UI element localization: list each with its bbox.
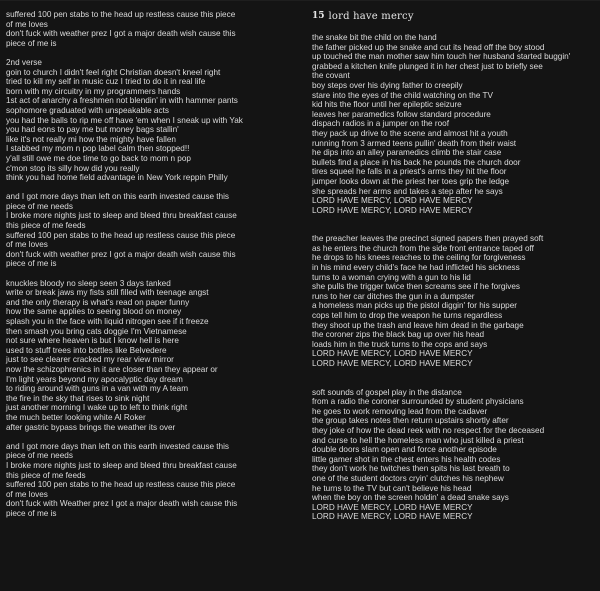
lyric-line: now the schizophrenics in it are closer than they appear or	[6, 364, 218, 374]
lyric-line: 2nd verse	[6, 57, 42, 67]
lyric-line: LORD HAVE MERCY, LORD HAVE MERCY	[312, 502, 473, 512]
track-title: lord have mercy	[328, 10, 414, 22]
lyric-line: 1st act of anarchy a freshmen not blendin' in with hammer pants	[6, 96, 238, 106]
lyric-line: don't fuck with weather prez I got a major death wish cause this	[6, 29, 236, 39]
stanza-gap	[6, 432, 296, 442]
lyric-line: one of the student doctors cryin' clutches his nephew	[312, 473, 504, 483]
right-lyrics-column	[312, 10, 596, 522]
lyric-line: I'm light years beyond my apocalyptic day dream	[6, 374, 183, 384]
lyric-line: think you had home field advantage in New York reppin Philly	[6, 173, 228, 183]
lyric-line: goin to church I didn't feel right Christian doesn't kneel right	[6, 67, 221, 77]
lyric-line: this piece of me feeds	[6, 470, 86, 480]
lyric-line: they shoot up the trash and leave him dead in the garbage	[312, 320, 524, 330]
lyric-line: the covant	[312, 71, 350, 81]
lyric-line: how the same applies to seeing blood on money	[6, 307, 182, 317]
lyric-line: the preacher leaves the precinct signed papers then prayed soft	[312, 234, 544, 244]
lyric-line: and I got more days than left on this earth invested cause this	[6, 441, 230, 451]
lyric-line: turns to a woman crying with a gun to his lid	[312, 272, 471, 282]
lyric-line: don't fuck with Weather prez I got a major death wish cause this	[6, 499, 238, 509]
lyric-line: when the boy on the screen holdin' a dead snake says	[312, 493, 509, 503]
lyric-line: bullets find a place in his back he pounds the church door	[312, 157, 521, 167]
lyric-line: splash you in the face with liquid nitrogen see if it freeze	[6, 317, 209, 326]
lyric-line: of me loves	[6, 489, 48, 499]
lyric-line: stare into the eyes of the child watching on the TV	[312, 90, 493, 100]
lyric-line: he goes to work removing lead from the cadaver	[312, 406, 488, 416]
stanza-gap	[6, 269, 296, 279]
lyric-line: this piece of me feeds	[6, 221, 86, 231]
track-header	[312, 10, 596, 22]
top-edge	[0, 0, 600, 1]
lyric-line: runs to her car ditches the gun in a dumpster	[312, 291, 475, 301]
lyric-line: y'all still owe me doe time to go back to mom n pop	[6, 153, 191, 163]
lyric-line: they don't work he twitches then spits his last breath to	[312, 464, 510, 474]
lyric-line: the father picked up the snake and cut its head off the boy stood	[312, 42, 545, 52]
lyric-line: knuckles bloody no sleep seen 3 days tanked	[6, 278, 171, 288]
lyric-line: LORD HAVE MERCY, LORD HAVE MERCY	[312, 196, 473, 206]
lyric-line: the fire in the sky that rises to sink night	[6, 393, 150, 403]
lyric-stanza	[6, 279, 296, 433]
lyric-stanza	[6, 442, 296, 519]
lyric-line: double doors slam open and force another episode	[312, 445, 497, 455]
lyric-line: kid hits the floor until her epileptic seizure	[312, 100, 462, 110]
lyric-stanza	[312, 234, 596, 368]
lyric-line: she pulls the trigger twice then screams see if he forgives	[312, 282, 520, 292]
lyric-line: tires squeel he falls in a priest's arms they hit the floor	[312, 167, 507, 177]
lyric-line: and I got more days than left on this earth invested cause this	[6, 192, 230, 202]
lyric-line: running from 3 armed teens pullin' death from their waist	[312, 138, 517, 148]
lyric-line: the coroner zips the black bag up over his head	[312, 330, 485, 340]
lyric-line: not sure where heaven is but I know hell is here	[6, 336, 179, 346]
lyric-line: of me loves	[6, 19, 48, 29]
left-lyrics-column	[6, 10, 296, 518]
lyric-line: then smash you bring cats doggie I'm Vietnamese	[6, 326, 187, 336]
lyric-line: I broke more nights just to sleep and bleed thru breakfast cause	[6, 460, 237, 470]
lyric-line: a homeless man picks up the pistol diggin' for his supper	[312, 301, 517, 311]
lyric-line: just to see clearer cracked my rear view mirror	[6, 355, 174, 365]
lyric-stanza	[6, 192, 296, 269]
lyric-line: you had the balls to rip me off have 'em when I sneak up with Yak	[6, 115, 243, 125]
lyric-line: piece of me is	[6, 259, 57, 269]
lyric-line: cops tell him to drop the weapon he turns regardless	[312, 311, 503, 321]
lyric-stanza	[6, 10, 296, 48]
lyric-line: born with my circuitry in my programmers hands	[6, 86, 181, 96]
lyric-line: the group takes notes then return upstairs shortly after	[312, 416, 509, 426]
lyric-line: used to stuff trees into bottles like Belvedere	[6, 345, 167, 355]
lyric-line: after gastric bypass brings the weather its over	[6, 422, 176, 432]
lyric-line: sophomore graduated with unspeakable acts	[6, 105, 169, 115]
stanza-gap	[312, 369, 596, 388]
lyric-stanza	[312, 33, 596, 215]
lyric-line: little gamer shot in the chest enters his health codes	[312, 454, 501, 464]
lyric-line: piece of me needs	[6, 201, 73, 211]
lyric-line: they joke of how the dead reek with no respect for the deceased	[312, 425, 545, 435]
lyric-stanza	[6, 58, 296, 183]
lyric-line: tried to kill my self in music cuz I tried to do it in real life	[6, 77, 206, 87]
lyric-line: c'mon stop its silly how did you really	[6, 163, 140, 173]
lyric-line: soft sounds of gospel play in the distance	[312, 387, 462, 397]
lyric-line: LORD HAVE MERCY, LORD HAVE MERCY	[312, 512, 473, 522]
stanza-gap	[6, 183, 296, 193]
lyric-line: grabbed a kitchen knife plunged it in her chest just to briefly see	[312, 61, 543, 71]
lyric-line: he drops to his knees reaches to the ceiling for forgiveness	[312, 253, 526, 263]
lyric-line: I broke more nights just to sleep and bleed thru breakfast cause	[6, 211, 237, 221]
lyric-line: just another morning I wake up to left to think right	[6, 403, 188, 413]
lyric-line: LORD HAVE MERCY, LORD HAVE MERCY	[312, 349, 473, 359]
lyric-line: in his mind every child's face he had inflicted his sickness	[312, 263, 520, 273]
lyric-line: piece of me needs	[6, 451, 73, 461]
lyric-line: she spreads her arms and takes a step after he says	[312, 186, 503, 196]
lyric-line: and curse to hell the homeless man who just killed a priest	[312, 435, 524, 445]
right-lyrics-blocks	[312, 33, 596, 522]
lyric-line: LORD HAVE MERCY, LORD HAVE MERCY	[312, 205, 473, 215]
lyric-line: of me loves	[6, 240, 48, 250]
stanza-gap	[6, 48, 296, 58]
lyric-line: he dips into an alley paramedics climb the stair case	[312, 148, 502, 158]
lyric-line: piece of me is	[6, 508, 57, 518]
lyric-line: leaves her paramedics follow standard procedure	[312, 109, 491, 119]
lyric-line: as he enters the church from the side front entrance taped off	[312, 243, 534, 253]
stanza-gap	[312, 215, 596, 234]
lyric-stanza	[312, 388, 596, 522]
lyric-line: they pack up drive to the scene and almost hit a youth	[312, 128, 508, 138]
lyric-line: to riding around with guns in a van with my A team	[6, 384, 189, 394]
lyric-line: like it's not really mi how the mighty have fallen	[6, 134, 176, 144]
lyric-line: suffered 100 pen stabs to the head up restless cause this piece	[6, 230, 236, 240]
lyric-line: he turns to the TV but can't believe his head	[312, 483, 472, 493]
lyric-line: the snake bit the child on the hand	[312, 33, 437, 42]
lyric-line: boy steps over his dying father to creepily	[312, 80, 463, 90]
lyric-line: from a radio the coroner surrounded by student physicians	[312, 397, 524, 407]
lyric-line: LORD HAVE MERCY, LORD HAVE MERCY	[312, 359, 473, 368]
lyric-line: suffered 100 pen stabs to the head up restless cause this piece	[6, 10, 236, 19]
lyric-line: and the only therapy is what's read on paper funny	[6, 297, 190, 307]
lyric-line: don't fuck with weather prez I got a major death wish cause this	[6, 249, 236, 259]
lyric-line: you had eons to pay me but money bags stallin'	[6, 125, 179, 135]
lyric-line: suffered 100 pen stabs to the head up restless cause this piece	[6, 480, 236, 490]
lyric-line: piece of me is	[6, 38, 57, 48]
lyric-line: jumper looks down at the priest her toes grip the ledge	[312, 176, 510, 186]
lyric-line: write or break jaws my fists still filled with teenage angst	[6, 288, 209, 298]
track-number: 15	[312, 11, 325, 21]
lyric-line: the much better looking white Al Roker	[6, 412, 146, 422]
lyric-line: I stabbed my mom n pop label calm then stopped!!	[6, 144, 190, 154]
lyric-line: up touched the man mother saw him touch her husband started buggin'	[312, 52, 571, 62]
lyric-line: loads him in the truck turns to the cops and says	[312, 339, 488, 349]
lyric-line: dispach radios in a jumper on the roof	[312, 119, 449, 129]
